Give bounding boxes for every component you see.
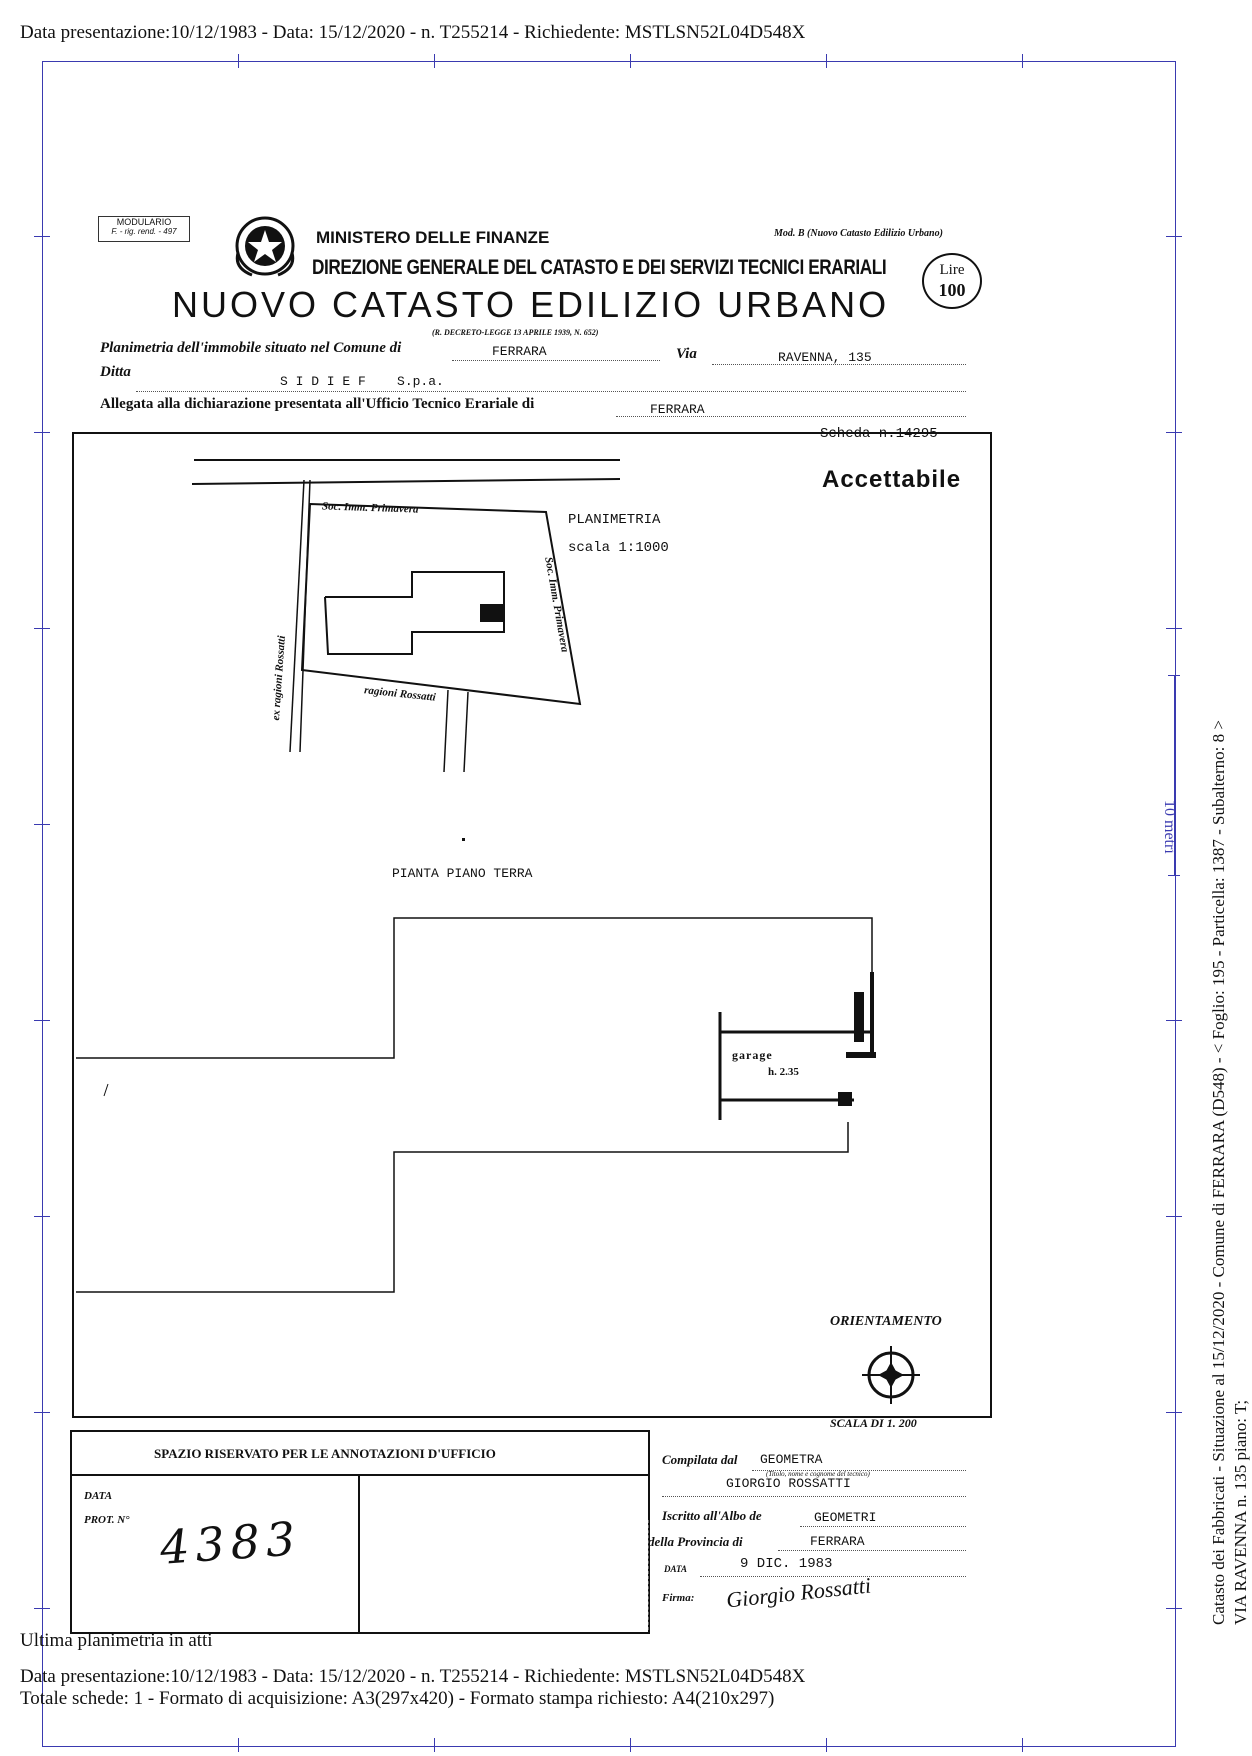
titolo-note: (Titolo, nome e cognome del tecnico) — [766, 1470, 870, 1478]
spazio-heading: SPAZIO RISERVATO PER LE ANNOTAZIONI D'UFFICIO — [154, 1446, 496, 1461]
data2-value: 9 DIC. 1983 — [740, 1556, 833, 1572]
side-info — [1208, 425, 1252, 1625]
scale-bar-label: 10 metri — [1161, 800, 1178, 854]
garage-label: garage — [732, 1048, 773, 1062]
scala-label: SCALA DI 1. 200 — [830, 1416, 917, 1430]
side-line1: Catasto dei Fabbricati - Situazione al 15/12/2020 - Comune di FERRARA (D548) - < Foglio: 195 - Particella: 1387 - Subalterno: 8 > — [1209, 720, 1228, 1625]
street-label-bottom: ragioni Rossatti — [363, 684, 437, 704]
allegata-label: Allegata alla dichiarazione presentata all'Ufficio Tecnico Erariale di — [100, 396, 535, 412]
annotations-vsplit — [358, 1476, 360, 1632]
garage-height: h. 2.35 — [768, 1066, 799, 1078]
provincia-value: FERRARA — [810, 1534, 865, 1549]
direzione-title: DIREZIONE GENERALE DEL CATASTO E DEI SERVIZI TECNICI ERARIALI — [312, 256, 887, 279]
ministero-title: MINISTERO DELLE FINANZE — [316, 228, 550, 247]
street-label-left: ex ragioni Rossatti — [270, 635, 288, 721]
compass-icon — [856, 1340, 926, 1410]
prot-label: PROT. N° — [84, 1514, 130, 1526]
lire-value: 100 — [938, 280, 966, 300]
albo-value: GEOMETRI — [814, 1510, 877, 1525]
signature: Giorgio Rossatti — [725, 1572, 873, 1613]
pianta-heading: PIANTA PIANO TERRA — [392, 866, 533, 881]
planimetria-scale: scala 1:1000 — [568, 540, 669, 556]
lire-badge — [922, 253, 982, 309]
top-header-line: Data presentazione:10/12/1983 - Data: 15/12/2020 - n. T255214 - Richiedente: MSTLSN52L04D548X — [20, 22, 806, 43]
bottom-line-2: Totale schede: 1 - Formato di acquisizione: A3(297x420) - Formato stampa richiesto: A4(210x297) — [20, 1688, 775, 1709]
ground-floor-plan — [72, 432, 988, 1414]
annotations-divider — [72, 1474, 648, 1476]
street-label-right: Soc. Imm. Primavera — [542, 556, 571, 654]
accettabile-stamp: Accettabile — [822, 466, 962, 493]
bottom-line-1: Data presentazione:10/12/1983 - Data: 15/12/2020 - n. T255214 - Richiedente: MSTLSN52L04D548X — [20, 1666, 806, 1687]
firma-label: Firma: — [662, 1592, 695, 1604]
side-line2: VIA RAVENNA n. 135 piano: T; — [1231, 1399, 1250, 1625]
document-title: NUOVO CATASTO EDILIZIO URBANO — [172, 284, 890, 325]
via-label: Via — [676, 346, 697, 362]
ufficio-value: FERRARA — [650, 402, 705, 417]
ditta-value: S I D I E F S.p.a. — [280, 374, 444, 389]
compilata-value: GEOMETRA — [760, 1452, 823, 1467]
scheda-number: Scheda n.14295 — [820, 426, 938, 442]
orientamento-label: ORIENTAMENTO — [830, 1314, 942, 1329]
via-value: RAVENNA, 135 — [778, 350, 872, 365]
iscritto-label: Iscritto all'Albo de — [662, 1508, 762, 1523]
emblem-icon — [232, 213, 298, 279]
data2-label: DATA — [664, 1564, 688, 1574]
tecnico-name: GIORGIO ROSSATTI — [726, 1476, 851, 1491]
ultima-planimetria: Ultima planimetria in atti — [20, 1630, 213, 1651]
ditta-label: Ditta — [100, 364, 131, 380]
modulario-label: MODULARIO — [116, 217, 172, 227]
modulario-box — [98, 216, 190, 242]
mod-b-label: Mod. B (Nuovo Catasto Edilizio Urbano) — [774, 228, 943, 239]
data-label: DATA — [84, 1490, 113, 1502]
provincia-label: della Provincia di — [648, 1534, 743, 1549]
lire-label: Lire — [939, 262, 965, 278]
prot-number: 4383 — [158, 1511, 303, 1575]
planimetria-label: Planimetria dell'immobile situato nel Comune di — [100, 340, 402, 356]
modulario-sub: F. - rig. rend. - 497 — [111, 227, 177, 236]
street-label-top: Soc. Imm. Primavera — [321, 500, 419, 516]
compilata-label: Compilata dal — [662, 1452, 738, 1467]
planimetria-heading: PLANIMETRIA — [568, 512, 661, 528]
decreto-note: (R. DECRETO-LEGGE 13 APRILE 1939, N. 652) — [432, 328, 599, 337]
comune-value: FERRARA — [492, 344, 547, 359]
